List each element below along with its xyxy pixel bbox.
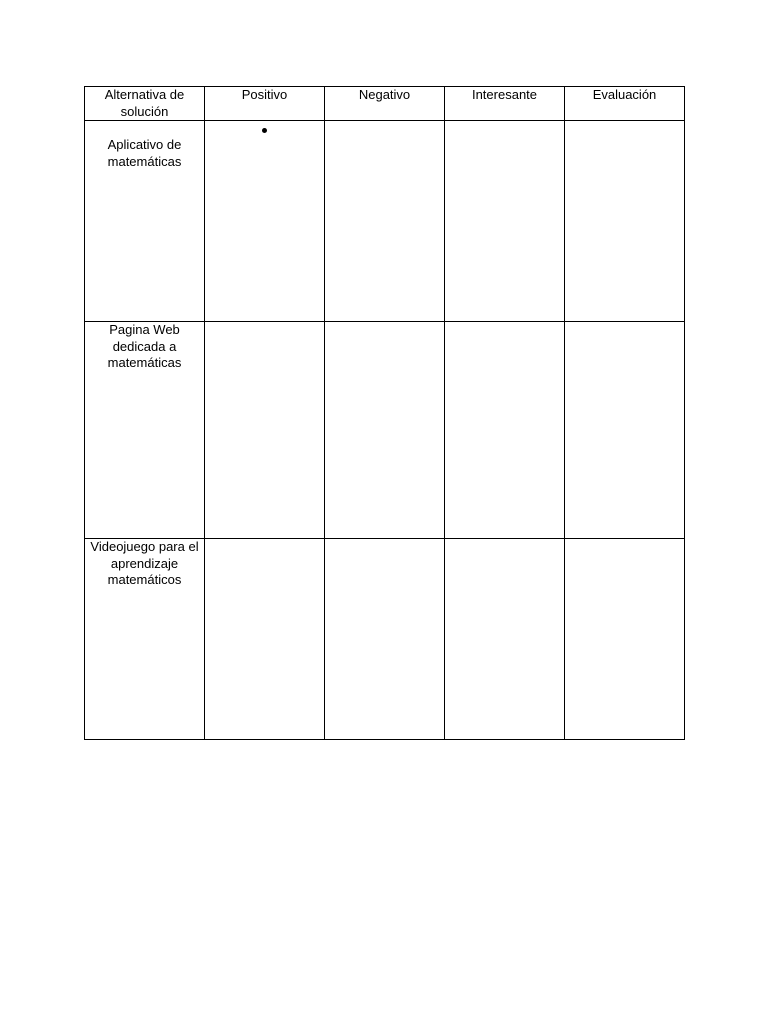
evaluation-cell	[565, 539, 685, 740]
table-row	[85, 322, 685, 539]
header-interesting: Interesante	[445, 87, 565, 121]
header-negative: Negativo	[325, 87, 445, 121]
positive-cell	[205, 121, 325, 322]
table-row	[85, 121, 685, 322]
table-row	[85, 539, 685, 740]
positive-cell	[205, 539, 325, 740]
header-alternative: Alternativa de solución	[85, 87, 205, 121]
interesting-cell	[445, 121, 565, 322]
interesting-cell	[445, 322, 565, 539]
positive-cell	[205, 322, 325, 539]
negative-cell	[325, 121, 445, 322]
alternative-cell: Videojuego para el aprendizaje matemáticos	[85, 539, 205, 740]
table-header-row	[85, 87, 685, 121]
header-evaluation: Evaluación	[565, 87, 685, 121]
evaluation-cell	[565, 121, 685, 322]
negative-cell	[325, 539, 445, 740]
interesting-cell	[445, 539, 565, 740]
pni-table	[84, 86, 685, 740]
alternative-cell: Aplicativo de matemáticas	[85, 121, 205, 322]
negative-cell	[325, 322, 445, 539]
evaluation-cell	[565, 322, 685, 539]
alternative-cell: Pagina Web dedicada a matemáticas	[85, 322, 205, 539]
bullet-icon	[262, 128, 267, 133]
header-positive: Positivo	[205, 87, 325, 121]
